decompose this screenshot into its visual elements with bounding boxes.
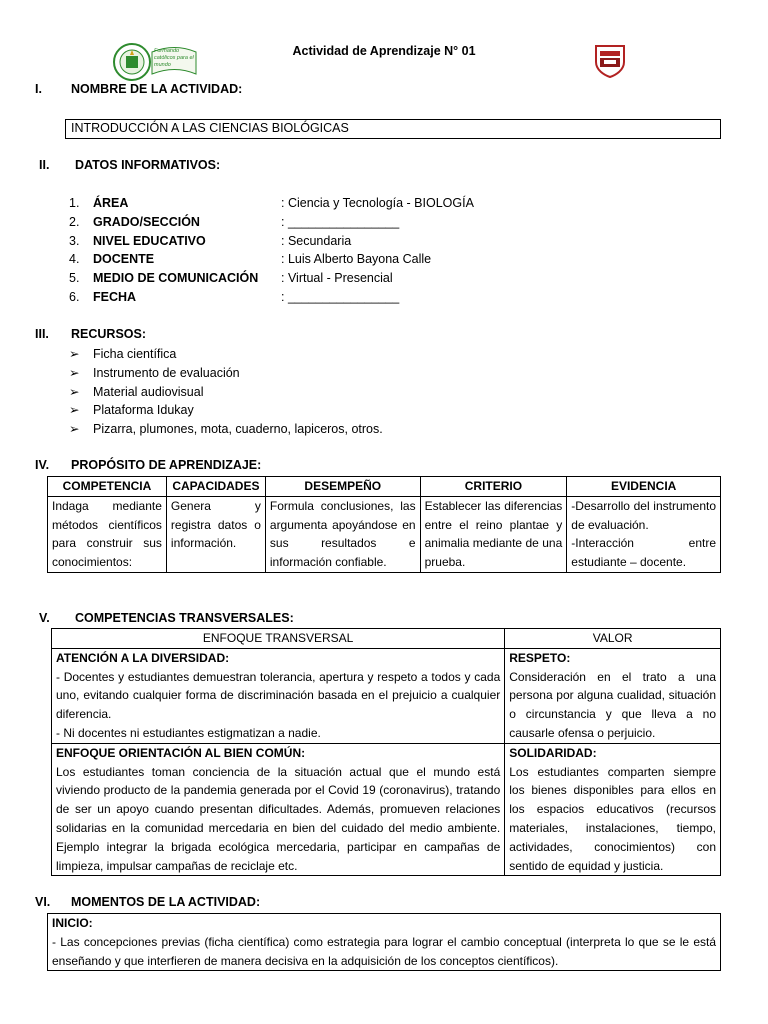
inicio-title: INICIO: xyxy=(52,916,93,930)
col-evidencia-header: EVIDENCIA xyxy=(567,477,721,497)
arrow-bullet-icon: ➢ xyxy=(69,403,80,418)
evidencia-cell: -Desarrollo del instrumento de evaluación. -Interacción entre estudiante – docente. xyxy=(567,496,721,572)
col-criterio-header: CRITERIO xyxy=(420,477,567,497)
datos-item-value: : Ciencia y Tecnología - BIOLOGÍA xyxy=(281,196,474,210)
valor-text: Los estudiantes comparten siempre los bienes disponibles para ellos en los espacios educativos (recursos materiales, instalaciones, tiempo, actividades, conocimientos) con sentido de equidad y justicia. xyxy=(509,764,716,873)
competencia-cell: Indaga mediante métodos científicos para construir sus conocimientos: xyxy=(48,496,167,572)
recurso-item xyxy=(69,345,569,364)
datos-item xyxy=(69,213,529,231)
transversal-row xyxy=(52,648,721,743)
datos-item-value: : Virtual - Presencial xyxy=(281,271,393,286)
recurso-label: Ficha científica xyxy=(93,347,177,361)
section-4-number: IV. xyxy=(35,458,50,472)
section-1-heading xyxy=(35,82,242,96)
section-6-heading xyxy=(35,895,260,909)
page-title: Actividad de Aprendizaje N° 01 xyxy=(292,44,476,58)
arrow-bullet-icon: ➢ xyxy=(69,347,80,361)
datos-item-number: 3. xyxy=(69,233,80,248)
section-5-title: COMPETENCIAS TRANSVERSALES: xyxy=(75,611,294,625)
recurso-label: Instrumento de evaluación xyxy=(93,365,240,380)
col-enfoque-header: ENFOQUE TRANSVERSAL xyxy=(52,629,505,649)
activity-name: INTRODUCCIÓN A LAS CIENCIAS BIOLÓGICAS xyxy=(71,121,349,135)
datos-item-label: DOCENTE xyxy=(93,252,155,267)
capacidades-cell: Genera y registra datos o información. xyxy=(166,496,265,572)
proposito-header-row xyxy=(48,477,721,497)
section-2-title: DATOS INFORMATIVOS: xyxy=(75,158,221,172)
recurso-label: Plataforma Idukay xyxy=(93,403,194,418)
datos-item-number: 1. xyxy=(69,196,80,210)
datos-item xyxy=(69,288,529,306)
logo-motto: Formando católicos para el mundo xyxy=(154,48,194,68)
datos-item-value: : Luis Alberto Bayona Calle xyxy=(281,252,432,267)
section-5-number: V. xyxy=(39,611,50,625)
datos-item-label: ÁREA xyxy=(93,196,129,210)
datos-item-value: : ________________ xyxy=(281,214,400,229)
arrow-bullet-icon: ➢ xyxy=(69,384,80,399)
col-capacidades-header: CAPACIDADES xyxy=(166,477,265,497)
datos-list xyxy=(69,194,529,314)
recurso-item xyxy=(69,420,569,439)
section-5-heading xyxy=(39,611,294,625)
recurso-item xyxy=(69,364,569,383)
enfoque-title: ENFOQUE ORIENTACIÓN AL BIEN COMÚN: xyxy=(56,745,306,760)
section-2-heading xyxy=(39,158,220,172)
section-1-title: NOMBRE DE LA ACTIVIDAD: xyxy=(71,82,243,96)
recurso-item xyxy=(69,383,569,402)
valor-cell xyxy=(505,648,721,743)
section-2-number: II. xyxy=(39,158,50,172)
datos-item-label: GRADO/SECCIÓN xyxy=(93,214,200,229)
datos-item-value: : ________________ xyxy=(281,290,400,304)
inicio-box xyxy=(47,913,721,971)
valor-text: Consideración en el trato a una persona por alguna cualidad, situación o circunstancia y que lleva a no causarle ofensa o perjuicio. xyxy=(509,669,716,740)
recurso-label: Pizarra, plumones, mota, cuaderno, lapiceros, otros. xyxy=(93,422,383,437)
section-3-heading xyxy=(35,327,146,341)
datos-item xyxy=(69,250,529,268)
enfoque-text-2: - Ni docentes ni estudiantes estigmatizan a nadie. xyxy=(56,725,321,740)
desempeno-cell: Formula conclusiones, las argumenta apoyándose en sus resultados e información confiable. xyxy=(265,496,420,572)
datos-item-value: : Secundaria xyxy=(281,233,352,248)
col-competencia-header: COMPETENCIA xyxy=(48,477,167,497)
datos-item xyxy=(69,232,529,250)
valor-title: SOLIDARIDAD: xyxy=(509,745,597,760)
section-6-title: MOMENTOS DE LA ACTIVIDAD: xyxy=(71,895,261,909)
arrow-bullet-icon: ➢ xyxy=(69,365,80,380)
enfoque-title: ATENCIÓN A LA DIVERSIDAD: xyxy=(56,650,230,665)
recursos-list xyxy=(69,345,569,439)
col-valor-header: VALOR xyxy=(505,629,721,649)
datos-item xyxy=(69,194,529,212)
section-3-title: RECURSOS: xyxy=(71,327,147,341)
transversales-table xyxy=(51,628,721,876)
section-6-number: VI. xyxy=(35,895,51,909)
datos-item-label: FECHA xyxy=(93,290,137,304)
datos-item-label: NIVEL EDUCATIVO xyxy=(93,233,206,248)
datos-item-label: MEDIO DE COMUNICACIÓN xyxy=(93,271,259,286)
section-1-number: I. xyxy=(35,82,42,96)
transversales-header-row xyxy=(52,629,721,649)
recurso-item xyxy=(69,401,569,420)
datos-item-number: 4. xyxy=(69,252,80,267)
criterio-cell: Establecer las diferencias entre el reino plantae y animalia mediante de una prueba. xyxy=(420,496,567,572)
enfoque-text: Los estudiantes toman conciencia de la situación actual que el mundo está viviendo producto de la pandemia generada por el Covid 19 (coronavirus), tratando de ser un apoyo cuando presentan dificultades. Además, promueven relaciones solidarias en la comunidad mercedaria en bien del cuidado del medio ambiente. Ejemplo integrar la brigada ecológica mercedaria, participar en campañas de limpieza, impulsar campañas de reciclaje etc. xyxy=(56,764,501,873)
section-4-title: PROPÓSITO DE APRENDIZAJE: xyxy=(71,458,262,472)
datos-item-number: 5. xyxy=(69,271,80,286)
proposito-row xyxy=(48,496,721,572)
arrow-bullet-icon: ➢ xyxy=(69,422,80,437)
inicio-text: - Las concepciones previas (ficha científica) como estrategia para lograr el cambio conceptual (interpreta lo que se le está enseñando y que interfieren de manera decisiva en la adquisición de los conceptos científicos). xyxy=(52,934,716,968)
enfoque-text: - Docentes y estudiantes demuestran tolerancia, apertura y respeto a todos y cada uno, evitando cualquier forma de discriminación basada en el prejuicio a cualquier diferencia. xyxy=(56,669,501,722)
datos-item-number: 2. xyxy=(69,214,80,229)
datos-item xyxy=(69,269,529,287)
activity-name-box xyxy=(65,119,721,139)
datos-item-number: 6. xyxy=(69,290,80,304)
section-4-heading xyxy=(35,458,261,472)
section-3-number: III. xyxy=(35,327,49,341)
transversal-row xyxy=(52,743,721,876)
proposito-table xyxy=(47,476,721,573)
col-desempeno-header: DESEMPEÑO xyxy=(265,477,420,497)
recurso-label: Material audiovisual xyxy=(93,384,204,399)
enfoque-cell xyxy=(52,648,505,743)
enfoque-cell xyxy=(52,743,505,876)
valor-title: RESPETO: xyxy=(509,650,571,665)
valor-cell xyxy=(505,743,721,876)
